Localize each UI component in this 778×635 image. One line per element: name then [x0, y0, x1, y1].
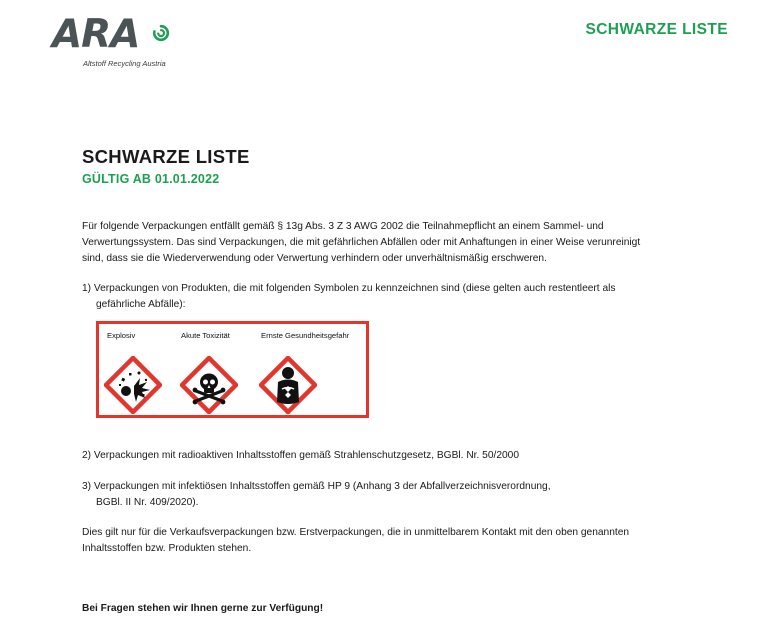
- list-item-1-line1: 1) Verpackungen von Produkten, die mit folgenden Symbolen zu kennzeichnen sind (diese gelten auch restentleert als: [82, 283, 616, 294]
- intro-line: Für folgende Verpackungen entfällt gemäß § 13g Abs. 3 Z 3 AWG 2002 die Teilnahmepflicht an einem Sammel- und: [82, 221, 604, 232]
- hazard-symbols-panel: [96, 321, 369, 418]
- list-item-2: [82, 448, 722, 464]
- intro-paragraph: [82, 219, 722, 267]
- list-item-1-line2: gefährliche Abfälle):: [96, 299, 186, 310]
- logo-tagline: Altstoff Recycling Austria: [83, 59, 166, 68]
- list-item-3: [82, 479, 722, 511]
- closing-line: Bei Fragen stehen wir Ihnen gerne zur Verfügung!: [82, 603, 324, 614]
- note-line: Dies gilt nur für die Verkaufsverpackungen bzw. Erstverpackungen, die in unmittelbarem Kontakt mit den oben genannten: [82, 527, 630, 538]
- ara-logo: [52, 12, 182, 72]
- note-line: Inhaltsstoffen bzw. Produkten stehen.: [82, 543, 252, 554]
- intro-line: Verwertungssystem. Das sind Verpackungen, die mit gefährlichen Abfällen oder mit Anhaftungen in einer Weise verunreinigt: [82, 237, 641, 248]
- health-hazard-icon: [259, 356, 317, 414]
- intro-line: sind, dass sie die Wiederverwendung oder Verwertung verhindern oder unverhältnismäßig erschweren.: [82, 253, 547, 264]
- recycle-swirl-icon: [152, 24, 170, 42]
- list-item-2-line1: 2) Verpackungen mit radioaktiven Inhaltsstoffen gemäß Strahlenschutzgesetz, BGBl. Nr. 50/2000: [82, 450, 519, 461]
- list-item-1: [82, 281, 722, 313]
- note-paragraph: [82, 525, 722, 557]
- skull-crossbones-icon: [180, 356, 238, 414]
- validity-subtitle: GÜLTIG AB 01.01.2022: [82, 172, 220, 186]
- symbol-label-explosive: Explosiv: [107, 331, 136, 340]
- symbol-label-toxicity: Akute Toxizität: [181, 331, 230, 340]
- list-item-3-line2: BGBl. II Nr. 409/2020).: [96, 497, 199, 508]
- list-item-3-line1: 3) Verpackungen mit infektiösen Inhaltsstoffen gemäß HP 9 (Anhang 3 der Abfallverzeichnisverordnung,: [82, 481, 551, 492]
- logo-wordmark: ARA: [52, 12, 140, 57]
- header-title: SCHWARZE LISTE: [585, 21, 728, 38]
- page-title: SCHWARZE LISTE: [82, 146, 250, 167]
- symbol-label-health-hazard: Ernste Gesundheitsgefahr: [261, 331, 350, 340]
- explosive-icon: [104, 356, 162, 414]
